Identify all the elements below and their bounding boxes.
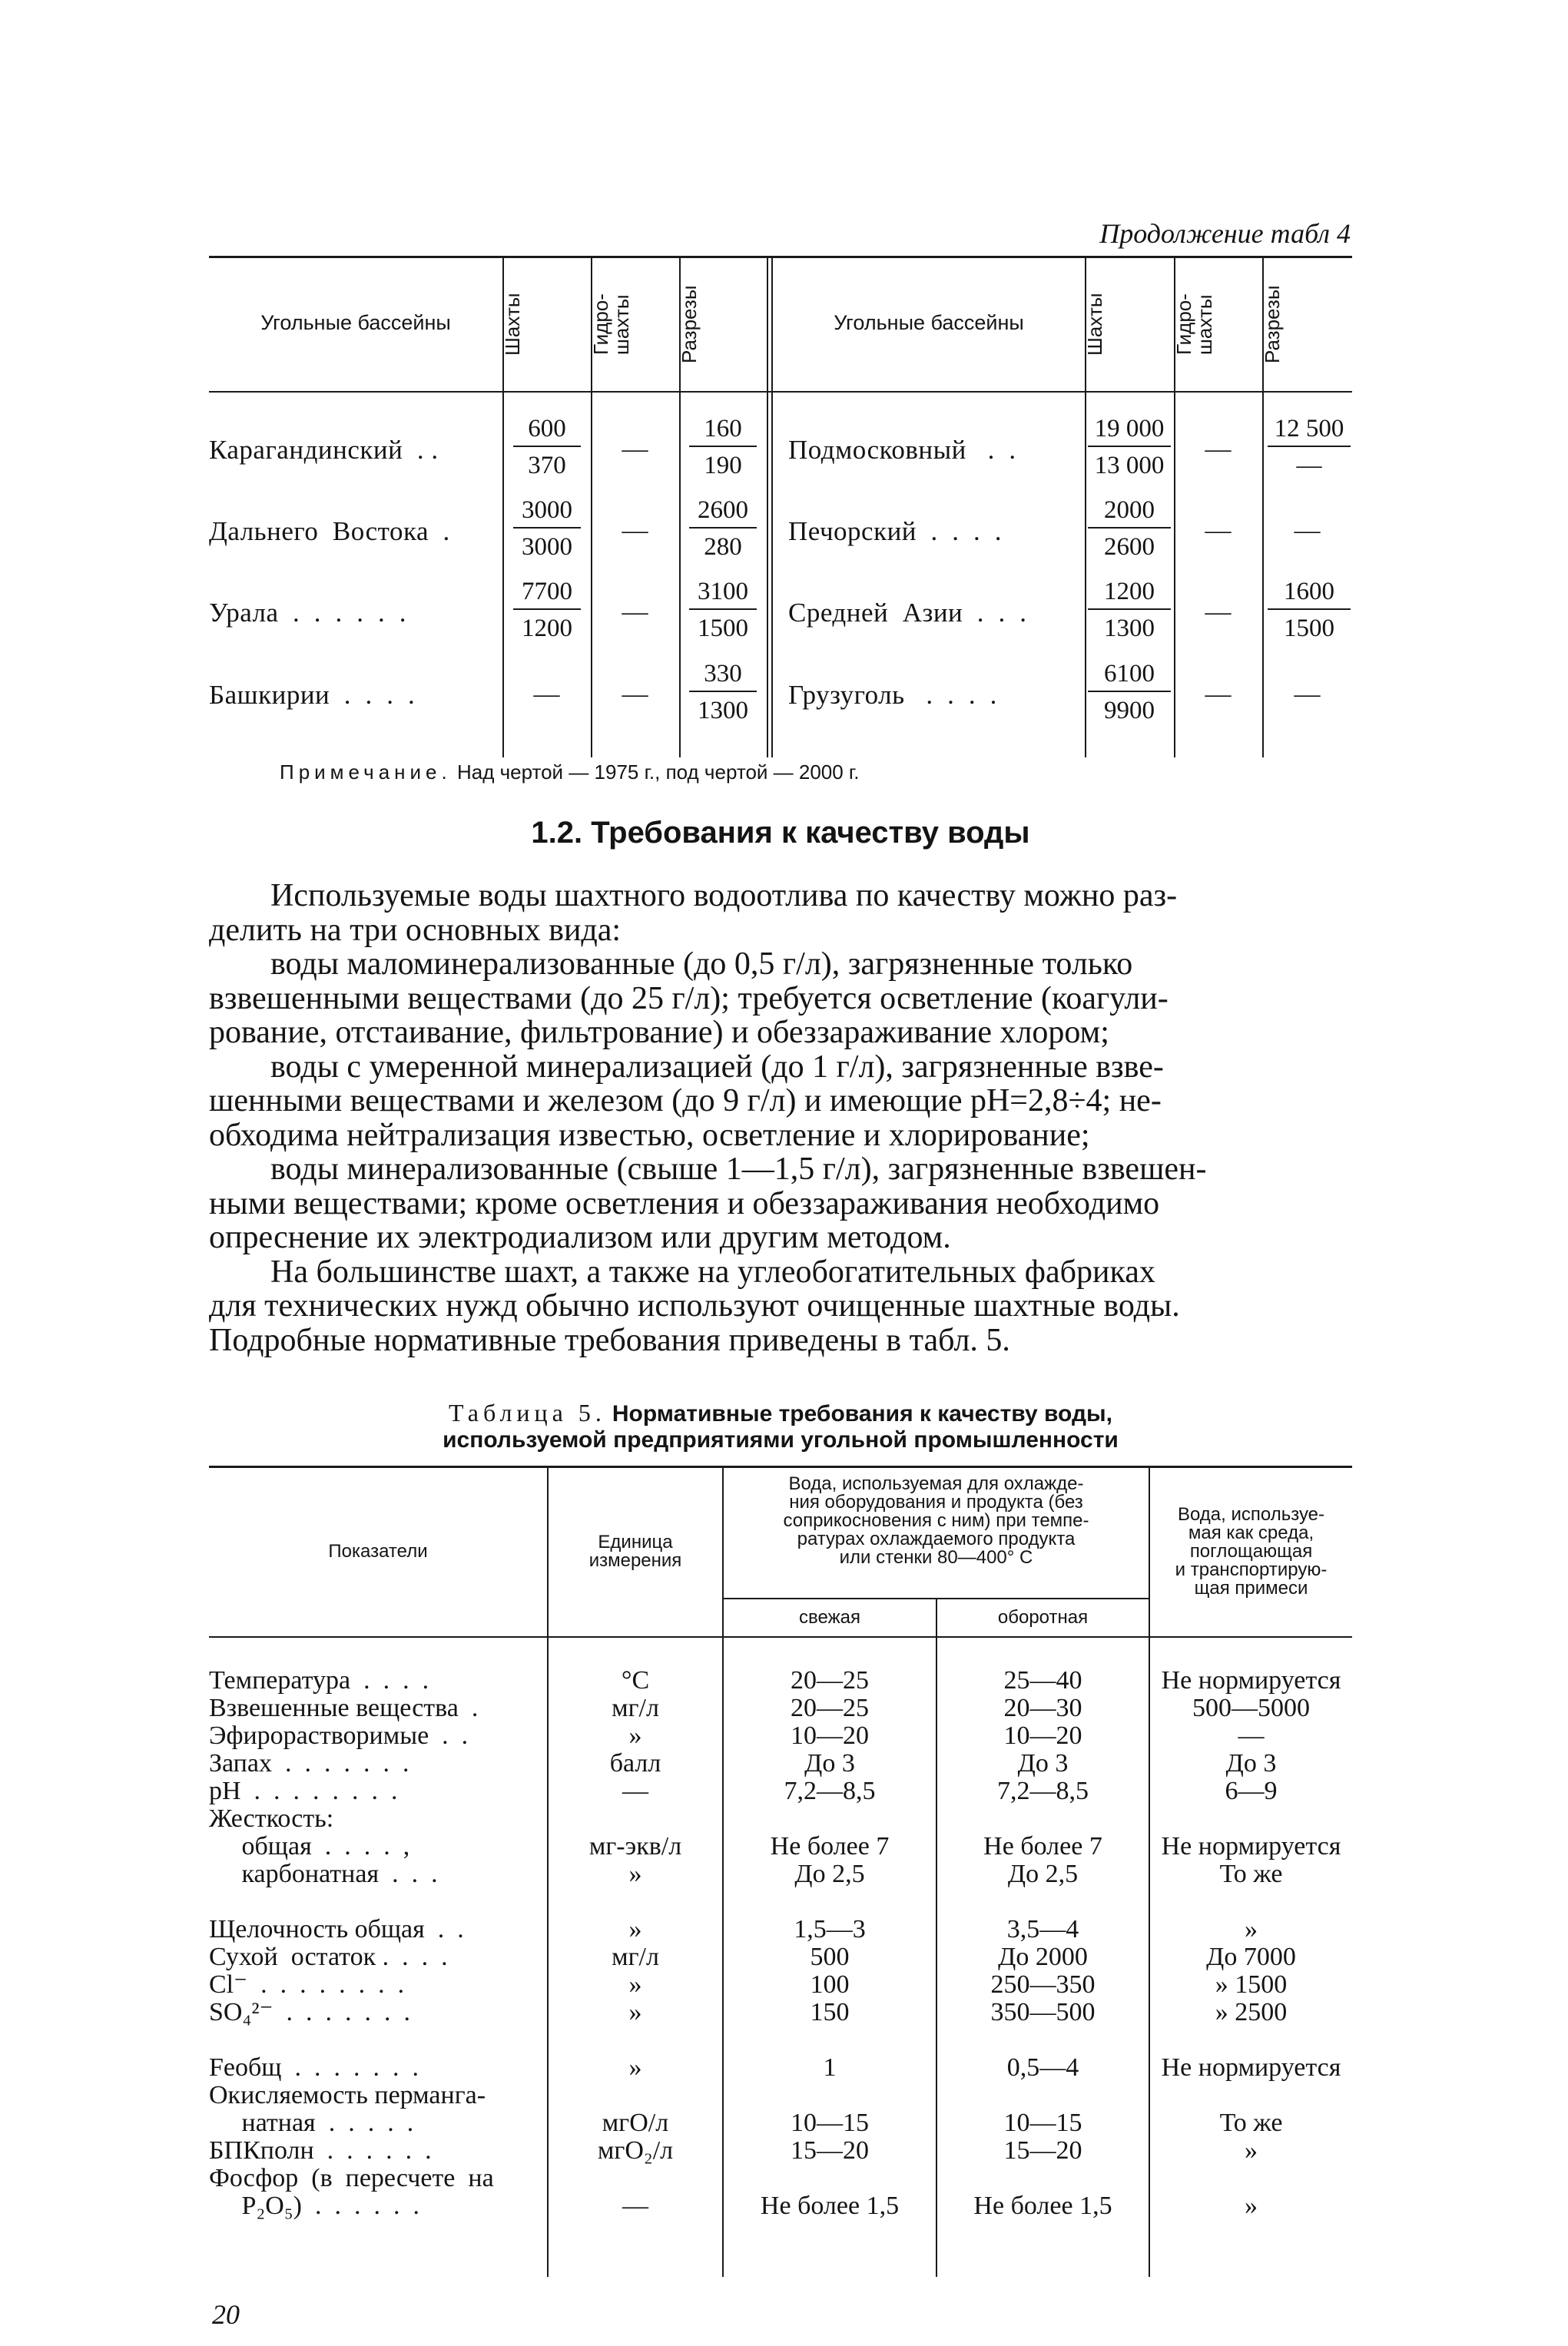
table4-right-row-name: Печорский . . . . xyxy=(788,516,1003,546)
table4-right-pits-2: $\frac{1600}{1500}$ xyxy=(1268,575,1351,644)
table5-col-medium: Не нормируется 500—5000 — До 3 6—9 Не нормируется То же » До 7000 » 1500 » 2500 Не нормируется То же » » xyxy=(1161,1666,1341,2220)
table4-header-pits-left: Разрезы xyxy=(678,285,701,364)
body-line: делить на три основных вида: xyxy=(209,912,622,948)
table5-col-fresh: 20—25 20—25 10—20 До 3 7,2—8,5 Не более 7 До 2,5 1,5—3 500 100 150 1 10—15 15—20 Не более 1,5 xyxy=(760,1666,900,2220)
table5-header-rule xyxy=(209,1636,1352,1638)
table4-right-pits-1: — xyxy=(1294,516,1321,545)
table4-right-hydro-2: — xyxy=(1205,598,1232,626)
table4-top-rule xyxy=(209,256,1352,258)
table4-header-pits-right: Разрезы xyxy=(1261,285,1284,364)
table5-caption-line2: используемой предприятиями угольной промышленности xyxy=(443,1427,1119,1453)
table4-note-text: Над чертой — 1975 г., под чертой — 2000 г. xyxy=(456,760,860,784)
body-line: рование, отстаивание, фильтрование) и обеззараживание хлором; xyxy=(209,1015,1109,1050)
table4-header-rule xyxy=(209,391,1352,393)
body-line: шенными веществами и железом (до 9 г/л) и имеющие pH=2,8÷4; не- xyxy=(209,1083,1162,1118)
table4-right-row-name: Средней Азии . . . xyxy=(788,598,1027,628)
table5-col-unit: °C мг/л » балл — мг-экв/л » » мг/л » » » мгO/л мгO₂/л — xyxy=(588,1666,682,2220)
body-line: опреснение их электродиализом или другим методом. xyxy=(209,1220,951,1255)
table4-right-pits-3: — xyxy=(1294,680,1321,708)
table4-left-row-name: Карагандинский . . xyxy=(209,435,439,465)
table4-left-row-name: Урала . . . . . . xyxy=(209,598,407,628)
table4-left-pits-3: $\frac{330}{1300}$ xyxy=(689,657,757,726)
table4-right-row-name: Подмосковный . . xyxy=(788,435,1016,465)
body-line: воды минерализованные (свыше 1—1,5 г/л), загрязненные взвешен- xyxy=(270,1151,1207,1187)
section-title: 1.2. Требования к качеству воды xyxy=(531,816,1030,850)
table4-left-mines-1: $\frac{3000}{3000}$ xyxy=(513,493,581,562)
table4-left-pits-1: $\frac{2600}{280}$ xyxy=(689,493,757,562)
table4-note-label: Примечание. xyxy=(280,760,452,784)
body-line: На большинстве шахт, а также на углеобогатительных фабриках xyxy=(270,1254,1155,1290)
table4-left-hydro-1: — xyxy=(622,516,648,545)
table4-left-mines-0: $\frac{600}{370}$ xyxy=(513,412,581,481)
table5-header-cooling: Вода, используемая для охлажде- ния оборудования и продукта (без соприкосновения с ним) при темпе- ратурах охлаждаемого продукта или стенки 80—400° С xyxy=(783,1473,1089,1568)
table4-left-hydro-0: — xyxy=(622,435,648,463)
table4-right-mines-0: $\frac{19 000}{13 000}$ xyxy=(1088,412,1171,481)
table4-header-mines-right: Шахты xyxy=(1083,293,1106,356)
body-line: Подробные нормативные требования приведены в табл. 5. xyxy=(209,1322,1010,1358)
table4-left-mines-2: $\frac{7700}{1200}$ xyxy=(513,575,581,644)
table4-left-mines-3: — xyxy=(533,680,560,708)
table4-right-hydro-1: — xyxy=(1205,516,1232,545)
table5-header-fresh: свежая xyxy=(799,1607,860,1628)
table5-caption xyxy=(209,1400,1352,1453)
table4-left-row-name: Дальнего Востока . xyxy=(209,516,450,546)
table4-left-hydro-2: — xyxy=(622,598,648,626)
body-line: Используемые воды шахтного водоотлива по качеству можно раз- xyxy=(270,878,1178,913)
table5-caption-line1: Нормативные требования к качеству воды, xyxy=(612,1401,1112,1426)
table5-caption-label: Таблица 5. xyxy=(449,1399,606,1426)
body-line: обходима нейтрализация известью, осветление и хлорирование; xyxy=(209,1117,1090,1153)
table5-header-recycled: оборотная xyxy=(997,1607,1089,1628)
table4-header-hydro-right: Гидро- шахты xyxy=(1172,293,1216,356)
section-body xyxy=(209,879,1352,1357)
table4-header-basin-left: Угольные бассейны xyxy=(260,311,451,334)
table4-right-pits-0: 12 500 — xyxy=(1268,412,1351,481)
table4-right-mines-3: $\frac{6100}{9900}$ xyxy=(1088,657,1171,726)
table4-header-basin-right: Угольные бассейны xyxy=(834,311,1024,334)
table5-header-unit: Единица измерения xyxy=(588,1532,682,1571)
body-line: для технических нужд обычно используют очищенные шахтные воды. xyxy=(209,1288,1180,1324)
table5-col-indicator: Температура . . . . Взвешенные вещества . Эфирорастворимые . . Запах . . . . . . . pH . . . . . . . . Жесткость: общая . . . . , карбонатная . . . Щелочность общая . . Сухой остаток . . . . Cl⁻ . . . . . . . . SO₄²⁻ . . . . . . . Feобщ . . . . . . . Окисляемость перманга- натная . . . . . БПКполн . . . . . . Фосфор (в пересчете на P₂O₅) . . . . . . xyxy=(209,1666,494,2220)
continuation-label: Продолжение табл 4 xyxy=(1099,218,1351,249)
table4-left-row-name: Башкирии . . . . xyxy=(209,680,416,710)
table4-left-hydro-3: — xyxy=(622,680,648,708)
body-line: воды с умеренной минерализацией (до 1 г/л), загрязненные взве- xyxy=(270,1049,1164,1085)
table5-top-rule xyxy=(209,1466,1352,1468)
page-number: 20 xyxy=(212,2299,240,2330)
table4-right-hydro-3: — xyxy=(1205,680,1232,708)
table4-left-pits-2: $\frac{3100}{1500}$ xyxy=(689,575,757,644)
table4-right-row-name: Грузуголь . . . . xyxy=(788,680,997,710)
table4-header-mines-left: Шахты xyxy=(501,293,524,356)
table5-header-medium: Вода, используе- мая как среда, поглощающая и транспортирую- щая примеси xyxy=(1175,1504,1328,1599)
table4-left-pits-0: $\frac{160}{190}$ xyxy=(689,412,757,481)
table4-right-mines-2: $\frac{1200}{1300}$ xyxy=(1088,575,1171,644)
body-line: взвешенными веществами (до 25 г/л); требуется осветление (коагули- xyxy=(209,980,1169,1016)
table4-right-hydro-0: — xyxy=(1205,435,1232,463)
body-line: ными веществами; кроме осветления и обеззараживания необходимо xyxy=(209,1185,1160,1221)
table4-note xyxy=(280,760,859,784)
body-line: воды маломинерализованные (до 0,5 г/л), загрязненные только xyxy=(270,946,1133,982)
table4-header-hydro-left: Гидро- шахты xyxy=(589,293,633,356)
table5-col-recycled: 25—40 20—30 10—20 До 3 7,2—8,5 Не более 7 До 2,5 3,5—4 До 2000 250—350 350—500 0,5—4 10—15 15—20 Не более 1,5 xyxy=(973,1666,1112,2220)
table4-right-mines-1: $\frac{2000}{2600}$ xyxy=(1088,493,1171,562)
table5-header-indicators: Показатели xyxy=(328,1541,428,1562)
